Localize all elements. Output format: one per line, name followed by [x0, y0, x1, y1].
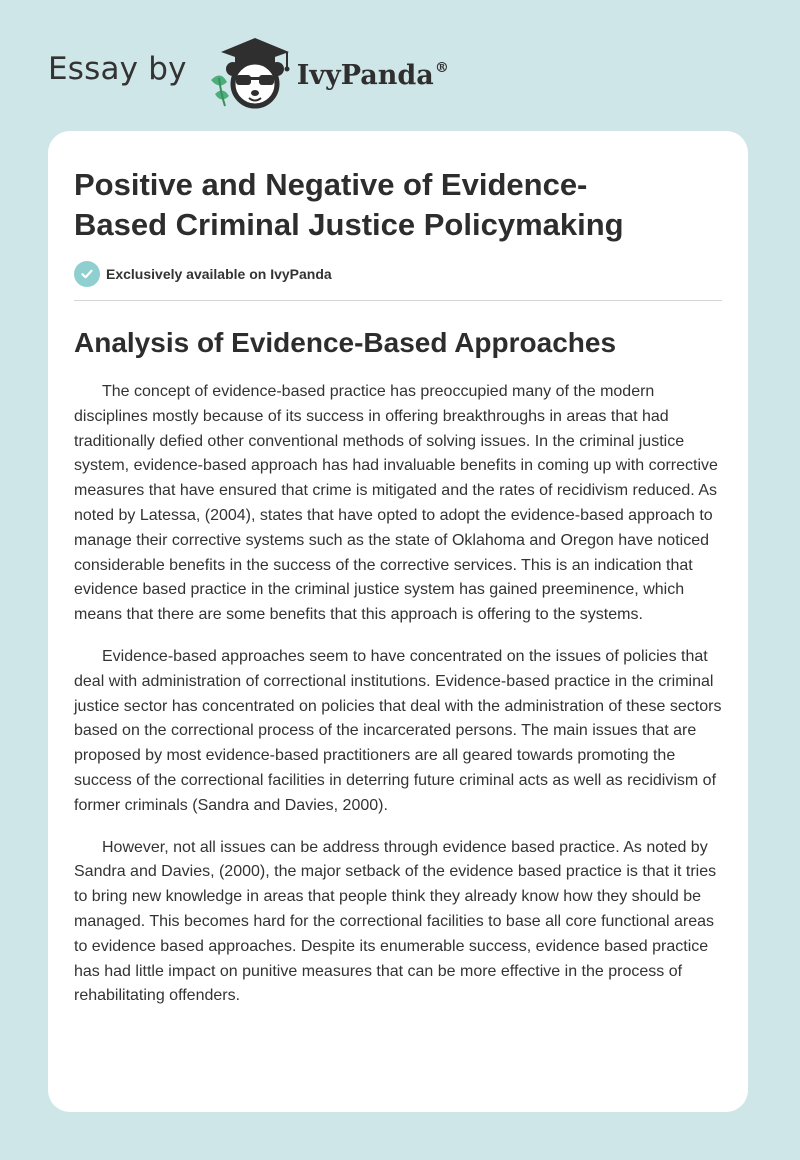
section-heading: Analysis of Evidence-Based Approaches — [74, 327, 617, 358]
article-card — [48, 131, 748, 1112]
paragraph: The concept of evidence-based practice has preoccupied many of the modern disciplines mostly because of its success in offering breakthroughs in areas that had traditionally defied other conventional methods of solving issues. In the criminal justice system, evidence-based approach has had invaluable benefits in coming up with corrective measures that have ensured that crime is mitigated and the rates of recidivism reduced. As noted by Latessa, (2004), states that have opted to adopt the evidence-based approach to manage their corrective systems such as the state of Oklahoma and Oregon have noticed considerable benefits in the success of the corrective services. This is an indication that evidence based practice in the criminal justice system has gained preeminence, which means that there are some benefits that this approach is offering to the systems. — [74, 383, 718, 624]
article-title: Positive and Negative of Evidence-Based Criminal Justice Policymaking — [74, 167, 624, 242]
article-body — [74, 380, 722, 1009]
registered-mark: ® — [434, 59, 449, 76]
badge-text: Exclusively available on IvyPanda — [106, 266, 332, 282]
brand-name[interactable]: IvyPanda® — [296, 59, 449, 91]
exclusive-badge — [74, 261, 722, 287]
paragraph: Evidence-based approaches seem to have concentrated on the issues of policies that deal with administration of correctional institutions. Evidence-based practice in the criminal justice sector has concentrated on policies that deal with the administration of these sectors based on the correctional process of the incarcerated persons. The main issues that are proposed by most evidence-based practitioners are all geared towards promoting the success of the correctional facilities in deterring future criminal acts as well as recidivism of former criminals (Sandra and Davies, 2000). — [74, 647, 722, 814]
check-circle-icon — [74, 261, 100, 287]
essay-by-label: Essay by — [48, 51, 187, 87]
site-header — [48, 34, 449, 110]
divider — [74, 300, 722, 301]
panda-graduate-icon — [203, 34, 295, 110]
paragraph: However, not all issues can be address through evidence based practice. As noted by Sandra and Davies, (2000), the major setback of the evidence based practice is that it tries to bring new knowledge in areas that people think they already know how they should be managed. This becomes hard for the correctional facilities to base all core functional areas to evidence based approaches. Despite its enumerable success, evidence based practice has had little impact on punitive measures that can be more effective in the process of rehabilitating offenders. — [74, 838, 717, 1005]
